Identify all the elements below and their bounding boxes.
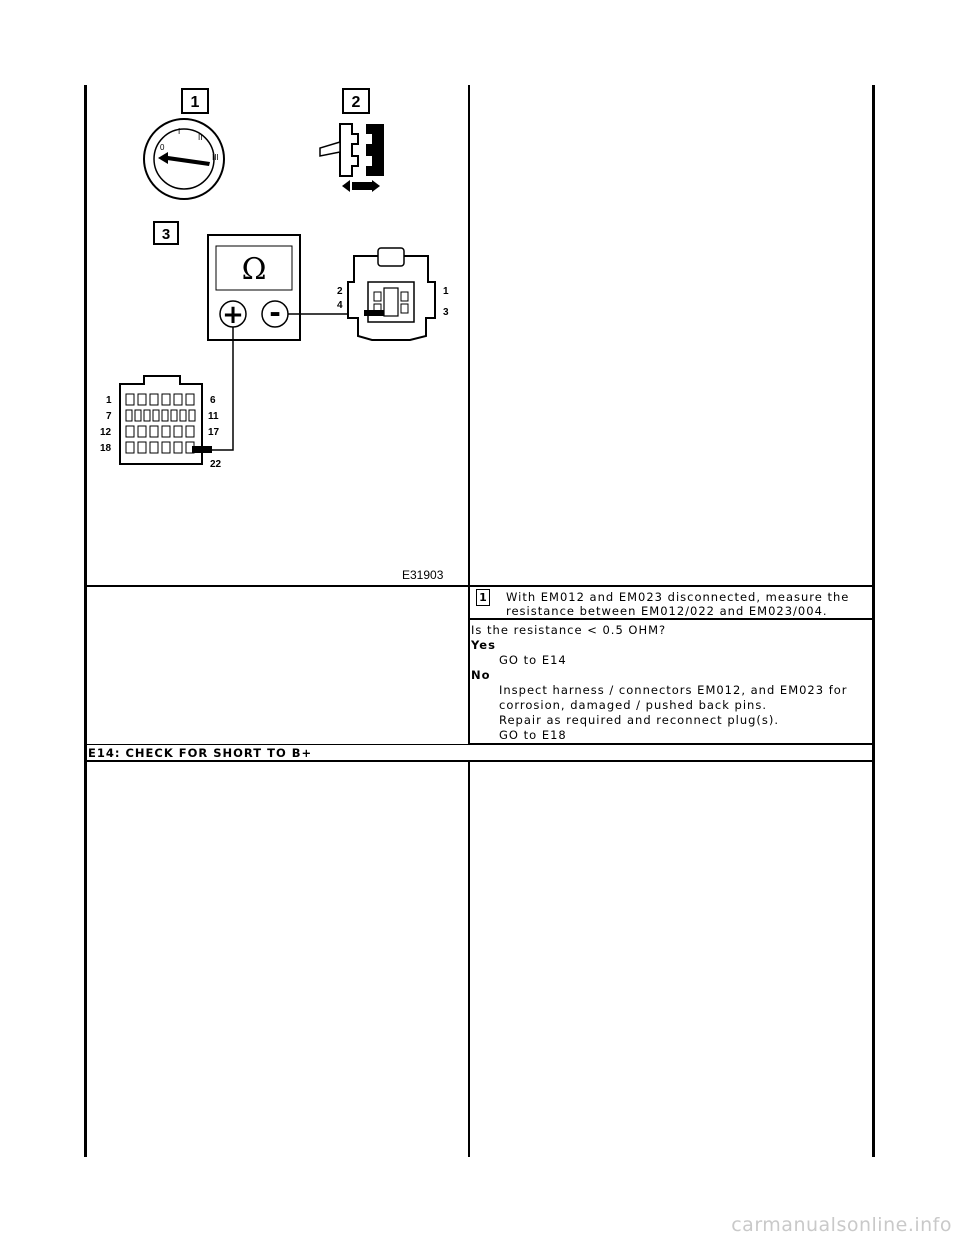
callout-2-label: 2 (351, 94, 361, 111)
svg-text:3: 3 (443, 307, 449, 318)
ohm-symbol: Ω (241, 252, 267, 287)
yes-label: Yes (471, 638, 496, 652)
figure-code: E31903 (402, 568, 444, 582)
callout-1 (182, 89, 208, 113)
svg-text:1: 1 (443, 286, 449, 297)
row-divider-figure (84, 585, 874, 587)
svg-text:I: I (178, 127, 181, 136)
step-number-box: 1 (476, 589, 490, 606)
column-divider-top (468, 85, 470, 745)
no-action-line1: Inspect harness / connectors EM012, and EM023 for (499, 683, 848, 697)
callout-1-label: 1 (190, 94, 200, 111)
yes-action: GO to E14 (499, 653, 567, 667)
connector-disconnect-icon (320, 124, 384, 192)
svg-text:22: 22 (210, 459, 222, 470)
svg-text:6: 6 (210, 395, 216, 406)
no-action-line2: corrosion, damaged / pushed back pins. (499, 698, 767, 712)
no-action-line4: GO to E18 (499, 728, 567, 742)
meter-plus-label: + (222, 300, 244, 330)
callout-3-label: 3 (161, 226, 171, 243)
question-text: Is the resistance < 0.5 OHM? (471, 623, 667, 637)
no-action-line3: Repair as required and reconnect plug(s). (499, 713, 780, 727)
svg-text:2: 2 (337, 286, 343, 297)
ignition-switch-icon (144, 119, 224, 199)
svg-text:II: II (198, 133, 203, 142)
outer-left-border (84, 85, 87, 1157)
svg-text:11: 11 (208, 411, 219, 422)
step-text-line1: With EM012 and EM023 disconnected, measure the (506, 590, 850, 604)
svg-text:1: 1 (106, 395, 112, 406)
svg-text:12: 12 (100, 427, 112, 438)
no-label: No (471, 668, 491, 682)
connector-em012-icon (100, 376, 222, 470)
svg-text:III: III (212, 153, 219, 162)
svg-text:0: 0 (160, 143, 165, 152)
svg-text:17: 17 (208, 427, 220, 438)
step-text-line2: resistance between EM012/022 and EM023/004. (506, 604, 828, 618)
ohmmeter-icon (208, 235, 300, 340)
watermark: carmanualsonline.info (731, 1214, 952, 1236)
callout-2 (343, 89, 369, 113)
meter-minus-label: - (269, 296, 281, 329)
outer-right-border (872, 85, 875, 1157)
connector-em023-icon (337, 248, 449, 340)
column-divider-bottom (468, 762, 470, 1157)
svg-text:18: 18 (100, 443, 112, 454)
callout-3 (154, 222, 178, 244)
svg-text:7: 7 (106, 411, 112, 422)
wiring-diagram-figure (88, 86, 466, 584)
svg-text:4: 4 (337, 300, 343, 311)
section-header: E14: CHECK FOR SHORT TO B+ (88, 746, 313, 760)
